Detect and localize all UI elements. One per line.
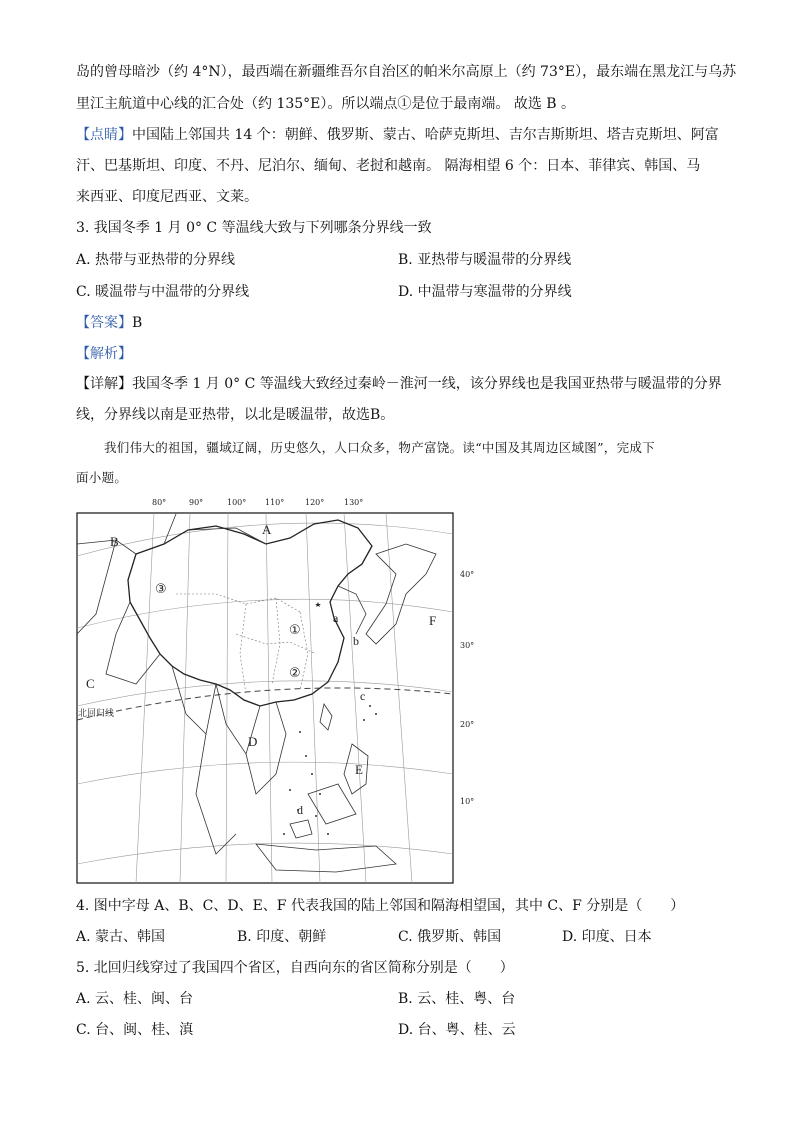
lon-label-80: 80° [152,498,167,507]
q5-option-d[interactable]: D. 台、粤、桂、云 [398,1022,516,1038]
lon-label-130: 130° [344,498,364,507]
lon-label-90: 90° [189,498,204,507]
q3-option-b[interactable]: B. 亚热带与暖温带的分界线 [398,252,572,268]
intro-line-1: 我们伟大的祖国，疆域辽阔，历史悠久，人口众多，物产富饶。读“中国及其周边区域图”，完成下 [104,440,655,455]
q5-option-b[interactable]: B. 云、桂、粤、台 [398,991,516,1007]
map-label-F: F [429,613,437,628]
map-frame [77,513,453,883]
q3-detail-line-2: 线，分界线以南是亚热带，以北是暖温带，故选B。 [76,407,395,423]
q3-analysis-tag: 【解析】 [76,346,132,362]
q4-option-b[interactable]: B. 印度、朝鲜 [237,929,327,945]
lon-label-110: 110° [265,498,285,507]
map-marker-1: ① [289,623,301,638]
tropic-label: 北回归线 [78,709,115,719]
detail-text-1: 我国冬季 1 月 0° C 等温线大致经过秦岭－淮河一线，该分界线也是我国亚热带与暖温带的分界 [132,376,722,392]
key-point-line-2: 汗、巴基斯坦、印度、不丹、尼泊尔、缅甸、老挝和越南。 隔海相望 6 个：日本、菲律宾、韩国、马 [76,158,701,174]
key-point-text-1: 中国陆上邻国共 14 个：朝鲜、俄罗斯、蒙古、哈萨克斯坦、吉尔吉斯斯坦、塔吉克斯坦、阿富 [132,127,719,143]
q3-answer [76,313,724,333]
key-point-line-3: 来西亚、印度尼西亚、文莱。 [76,189,258,205]
lon-label-100: 100° [227,498,247,507]
map-svg [76,494,480,886]
q3-option-c[interactable]: C. 暖温带与中温带的分界线 [76,284,250,300]
q3-detail-line-1 [76,374,724,394]
detail-tag: 【详解】 [76,376,132,392]
map-label-D: D [248,734,258,749]
map-label-d: d [297,803,303,817]
lat-label-20: 20° [460,720,475,729]
lat-label-40: 40° [460,570,475,579]
q5-option-c[interactable]: C. 台、闽、桂、滇 [76,1022,194,1038]
map-label-B: B [110,534,119,549]
map-label-c: c [360,689,366,703]
answer-value: B [132,315,143,331]
map-marker-2: ② [289,666,301,681]
map-label-b: b [353,634,359,648]
q3-option-d[interactable]: D. 中温带与寒温带的分界线 [398,284,572,300]
map-label-C: C [86,676,95,691]
china-region-map [76,494,480,886]
q3-stem: 3. 我国冬季 1 月 0° C 等温线大致与下列哪条分界线一致 [76,220,432,236]
map-label-E: E [355,762,363,777]
map-label-A: A [262,522,272,537]
intro-line-2: 面小题。 [76,470,128,485]
lat-label-10: 10° [460,797,475,806]
key-point-line-1 [76,125,724,145]
q5-stem: 5. 北回归线穿过了我国四个省区，自西向东的省区简称分别是（ ） [76,960,514,976]
q4-option-c[interactable]: C. 俄罗斯、韩国 [398,929,502,945]
q4-option-a[interactable]: A. 蒙古、韩国 [76,929,166,945]
prev-explanation-line-2: 里江主航道中心线的汇合处（约 135°E）。所以端点①是位于最南端。 故选 B 。 [76,96,576,112]
q5-option-a[interactable]: A. 云、桂、闽、台 [76,991,194,1007]
map-marker-3: ③ [155,582,167,597]
answer-tag: 【答案】 [76,315,132,331]
q3-option-a[interactable]: A. 热带与亚热带的分界线 [76,252,236,268]
lat-label-30: 30° [460,641,475,650]
map-label-a: a [333,611,339,625]
lon-label-120: 120° [305,498,325,507]
prev-explanation-line-1: 岛的曾母暗沙（约 4°N），最西端在新疆维吾尔自治区的帕米尔高原上（约 73°E），最东端在黑龙江与乌苏 [76,64,737,80]
key-point-tag: 【点睛】 [76,127,132,143]
q4-stem: 4. 图中字母 A、B、C、D、E、F 代表我国的陆上邻国和隔海相望国，其中 C、F 分别是（ ） [76,898,685,914]
q4-option-d[interactable]: D. 印度、日本 [562,929,652,945]
